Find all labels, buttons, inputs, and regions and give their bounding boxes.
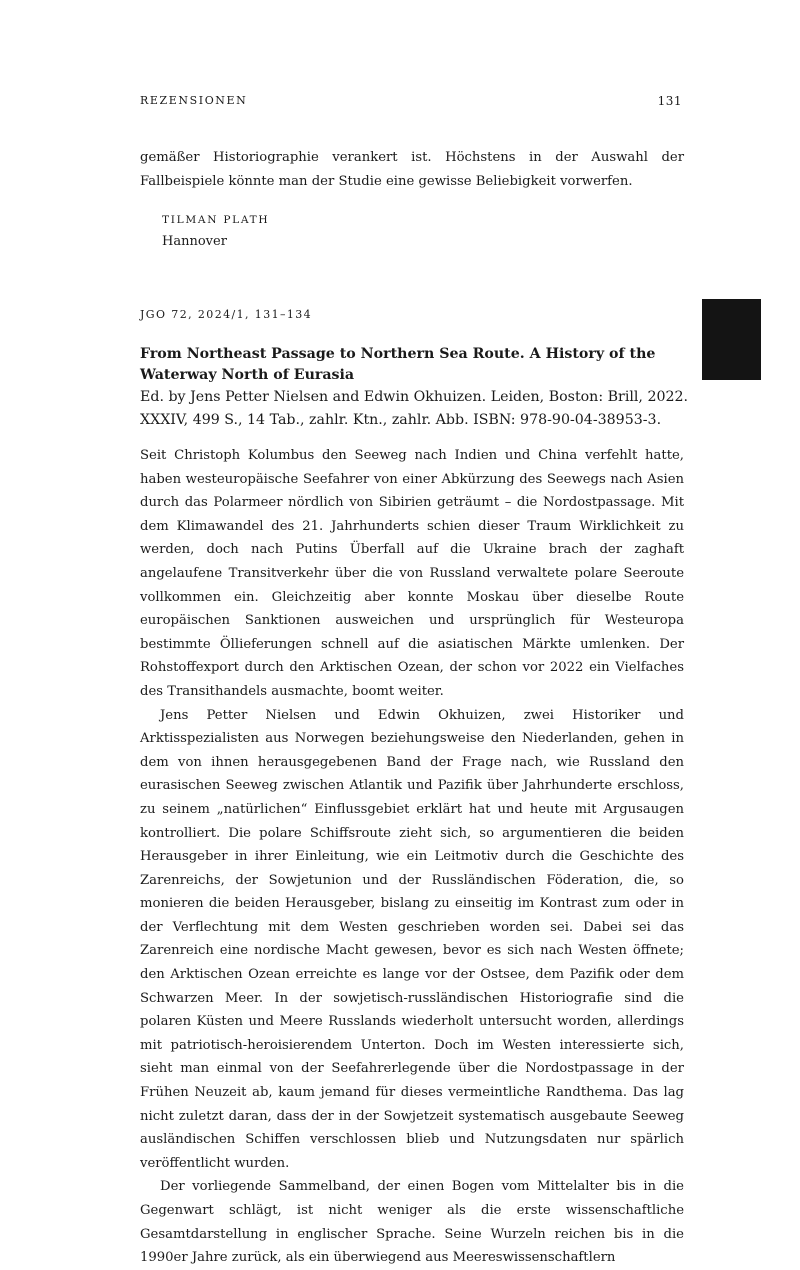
running-head: REZENSIONEN <box>140 94 248 107</box>
review-paragraph: Seit Christoph Kolumbus den Seeweg nach Indien und China verfehlt hatte, haben westeuropäische Seefahrer von einer Abkürzung des Seewegs nach Asien durch das Polarmeer nördlich von Sibirien geträumt – die Nordostpassage. Mit dem Klimawandel des 21. Jahrhunderts schien dieser Traum Wirklichkeit zu werden, doch nach Putins Überfall auf die Ukraine brach der zaghaft angelaufene Transitverkehr über die von Russland verwaltete polare Seeroute vollkommen ein. Gleichzeitig aber konnte Moskau über dieselbe Route europäischen Sanktionen ausweichen und ursprünglich für Westeuropa bestimmte Öllieferungen schnell auf die asiatischen Märkte umlenken. Der Rohstoffexport durch den Arktischen Ozean, der schon vor 2022 ein Vielfaches des Transithandels ausmachte, boomt weiter. <box>140 448 684 699</box>
journal-citation: JGO 72, 2024/1, 131–134 <box>140 308 313 321</box>
book-title: From Northeast Passage to Northern Sea Route. A History of the Waterway North of Eurasia <box>140 346 656 383</box>
previous-review-ending <box>140 146 684 193</box>
book-details: Ed. by Jens Petter Nielsen and Edwin Okhuizen. Leiden, Boston: Brill, 2022. XXXIV, 499 S., 14 Tab., zahlr. Ktn., zahlr. Abb. ISBN: 978-90-04-38953-3. <box>140 389 689 428</box>
thumb-index-tab <box>702 299 761 380</box>
review-paragraph: Jens Petter Nielsen und Edwin Okhuizen, zwei Historiker und Arktisspezialisten aus Norwegen beziehungsweise den Niederlanden, gehen in dem von ihnen herausgegebenen Band der Frage nach, wie Russland den eurasischen Seeweg zwischen Atlantik und Pazifik über Jahrhunderte erschloss, zu seinem „natürlichen“ Einflussgebiet erklärt hat und heute mit Argusaugen kontrolliert. Die polare Schiffsroute zieht sich, so argumentieren die beiden Herausgeber in ihrer Einleitung, wie ein Leitmotiv durch die Geschichte des Zarenreichs, der Sowjetunion und der Russländischen Föderation, die, so monieren die beiden Herausgeber, bislang zu einseitig im Kontrast zum oder in der Verflechtung mit dem Westen geschrieben worden sei. Dabei sei das Zarenreich eine nordische Macht gewesen, bevor es sich nach Westen öffnete; den Arktischen Ozean erreichte es lange vor der Ostsee, dem Pazifik oder dem Schwarzen Meer. In der sowjetisch-russländischen Historiografie sind die polaren Küsten und Meere Russlands wiederholt untersucht worden, allerdings mit patriotisch-heroisierendem Unterton. Doch im Westen interessierte sich, sieht man einmal von der Seefahrerlegende über die Nordostpassage in der Frühen Neuzeit ab, kaum jemand für dieses vermeintliche Randthema. Das lag nicht zuletzt daran, dass der in der Sowjetzeit systematisch ausgebaute Seeweg ausländischen Schiffen verschlossen blieb und Nutzungsdaten nur spärlich veröffentlicht wurden. <box>140 707 684 1171</box>
page-number: 131 <box>657 94 682 108</box>
review-paragraph: Der vorliegende Sammelband, der einen Bogen vom Mittelalter bis in die Gegenwart schlägt, ist nicht weniger als die erste wissenschaftliche Gesamtdarstellung in englischer Sprache. Seine Wurzeln reichen bis in die 1990er Jahre zurück, als ein überwiegend aus Meereswissenschaftlern <box>140 1179 684 1266</box>
reviewer-city: Hannover <box>162 234 227 249</box>
review-heading <box>140 344 692 432</box>
reviewer-signature <box>162 209 269 253</box>
reviewer-name: TILMAN PLATH <box>162 214 270 226</box>
review-body <box>140 444 684 1270</box>
closing-paragraph: gemäßer Historiographie verankert ist. Höchstens in der Auswahl der Fallbeispiele könnte man der Studie eine gewisse Beliebigkeit vorwerfen. <box>140 150 684 189</box>
